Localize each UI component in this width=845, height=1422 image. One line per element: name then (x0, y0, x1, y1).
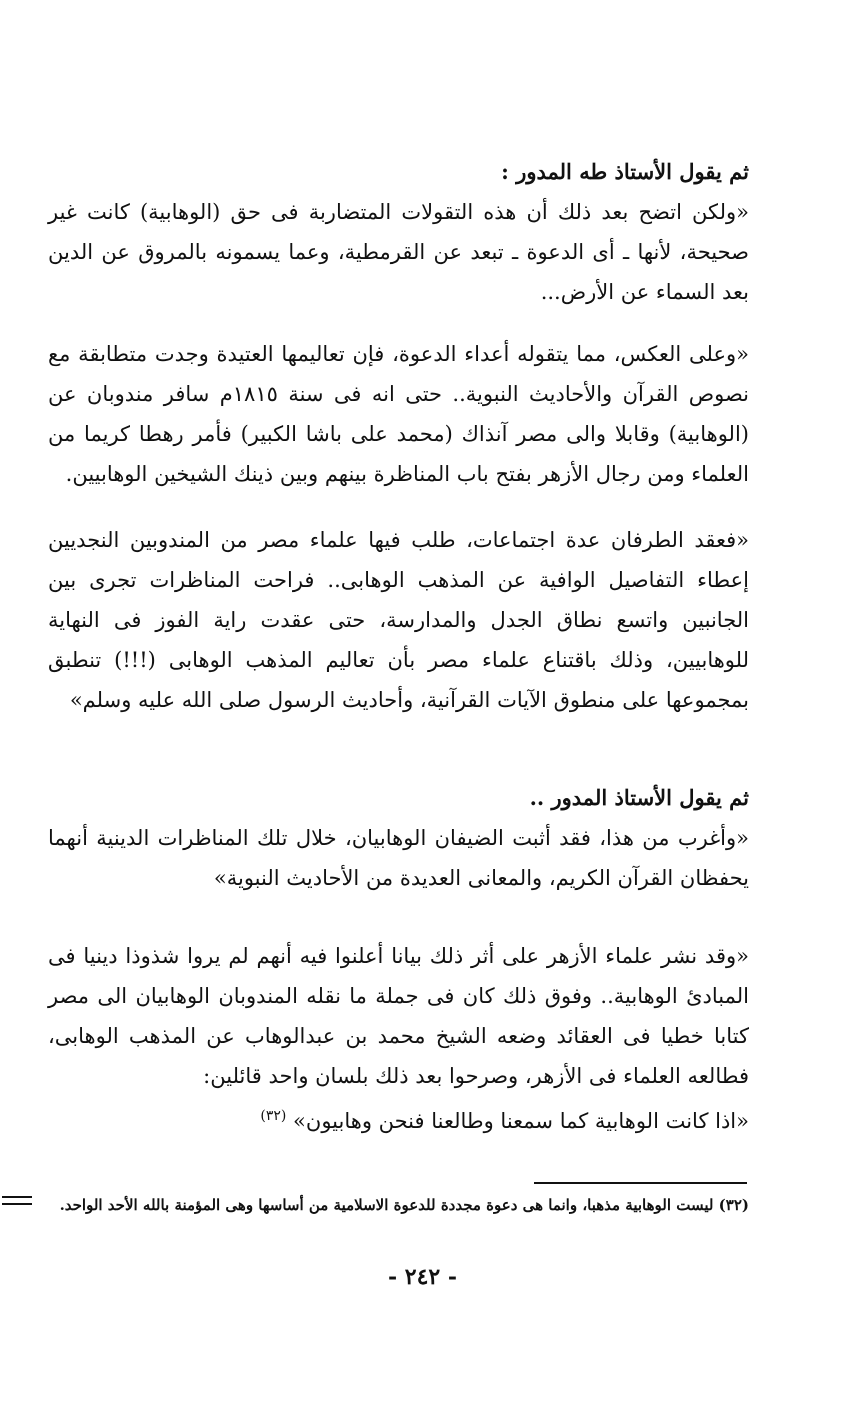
footnote-reference: (٣٢) (260, 1108, 287, 1124)
quote-paragraph (48, 192, 749, 312)
quote-paragraph (48, 334, 749, 494)
closing-quote-text: «اذا كانت الوهابية كما سمعنا وطالعنا فنحن وهابيون» (293, 1109, 749, 1133)
paragraph-1: «ولكن اتضح بعد ذلك أن هذه التقولات المتضاربة فى حق (الوهابية) كانت غير صحيحة، لأنها ـ أى الدعوة ـ تبعد عن القرمطية، وعما يسمونه بالمروق عن الدين بعد السماء عن الأرض... (48, 200, 749, 304)
section-one-heading: ثم يقول الأستاذ طه المدور : (501, 159, 749, 184)
paragraph-5: «وقد نشر علماء الأزهر على أثر ذلك بيانا أعلنوا فيه أنهم لم يروا شذوذا دينيا فى المبادئ الوهابية.. وفوق ذلك كان فى جملة ما نقله المندوبان الوهابيان الى مصر كتابا خطيا فى العقائد وضعه الشيخ محمد بن عبدالوهاب عن المذهب الوهابى، فطالعه العلماء فى الأزهر، وصرحوا بعد ذلك بلسان واحد قائلين: (48, 944, 749, 1088)
footnote: (٣٢) ليست الوهابية مذهبا، وانما هى دعوة مجددة للدعوة الاسلامية من أساسها وهى المؤمنة بالله الأحد الواحد. (59, 1196, 749, 1214)
page-number: - ٢٤٢ - (387, 1264, 458, 1290)
section-one-continued-2 (48, 520, 749, 720)
section-two-heading: ثم يقول الأستاذ المدور .. (529, 785, 749, 810)
section-two (48, 778, 749, 898)
closing-quote (48, 1096, 749, 1141)
quote-paragraph (48, 818, 749, 898)
paragraph-4: «وأغرب من هذا، فقد أثبت الضيفان الوهابيان، خلال تلك المناظرات الدينية أنهما يحفظان القرآن الكريم، والمعانى العديدة من الأحاديث النبوية» (48, 826, 749, 890)
quote-paragraph (48, 936, 749, 1141)
paragraph-3: «فعقد الطرفان عدة اجتماعات، طلب فيها علماء مصر من المندوبين النجديين إعطاء التفاصيل الوافية عن المذهب الوهابى.. فراحت المناظرات تجرى بين الجانبين واتسع نطاق الجدل والمدارسة، حتى عقدت راية الفوز فى النهاية للوهابيين، وذلك باقتناع علماء مصر بأن تعاليم المذهب الوهابى (!!!) تنطبق بمجموعها على منطوق الآيات القرآنية، وأحاديث الرسول صلى الله عليه وسلم» (48, 528, 749, 712)
section-one-continued (48, 334, 749, 494)
quote-paragraph (48, 520, 749, 720)
footnote-divider (534, 1182, 747, 1184)
continuation-marker (2, 1196, 32, 1210)
section-two-continued (48, 936, 749, 1141)
paragraph-2: «وعلى العكس، مما يتقوله أعداء الدعوة، فإن تعاليمها العتيدة وجدت متطابقة مع نصوص القرآن والأحاديث النبوية.. حتى انه فى سنة ١٨١٥م سافر مندوبان عن (الوهابية) وقابلا والى مصر آنذاك (محمد على باشا الكبير) فأمر رهطا كريما من العلماء ومن رجال الأزهر بفتح باب المناظرة بينهم وبين ذينك الشيخين الوهابيين. (48, 342, 750, 486)
section-one (48, 152, 749, 312)
